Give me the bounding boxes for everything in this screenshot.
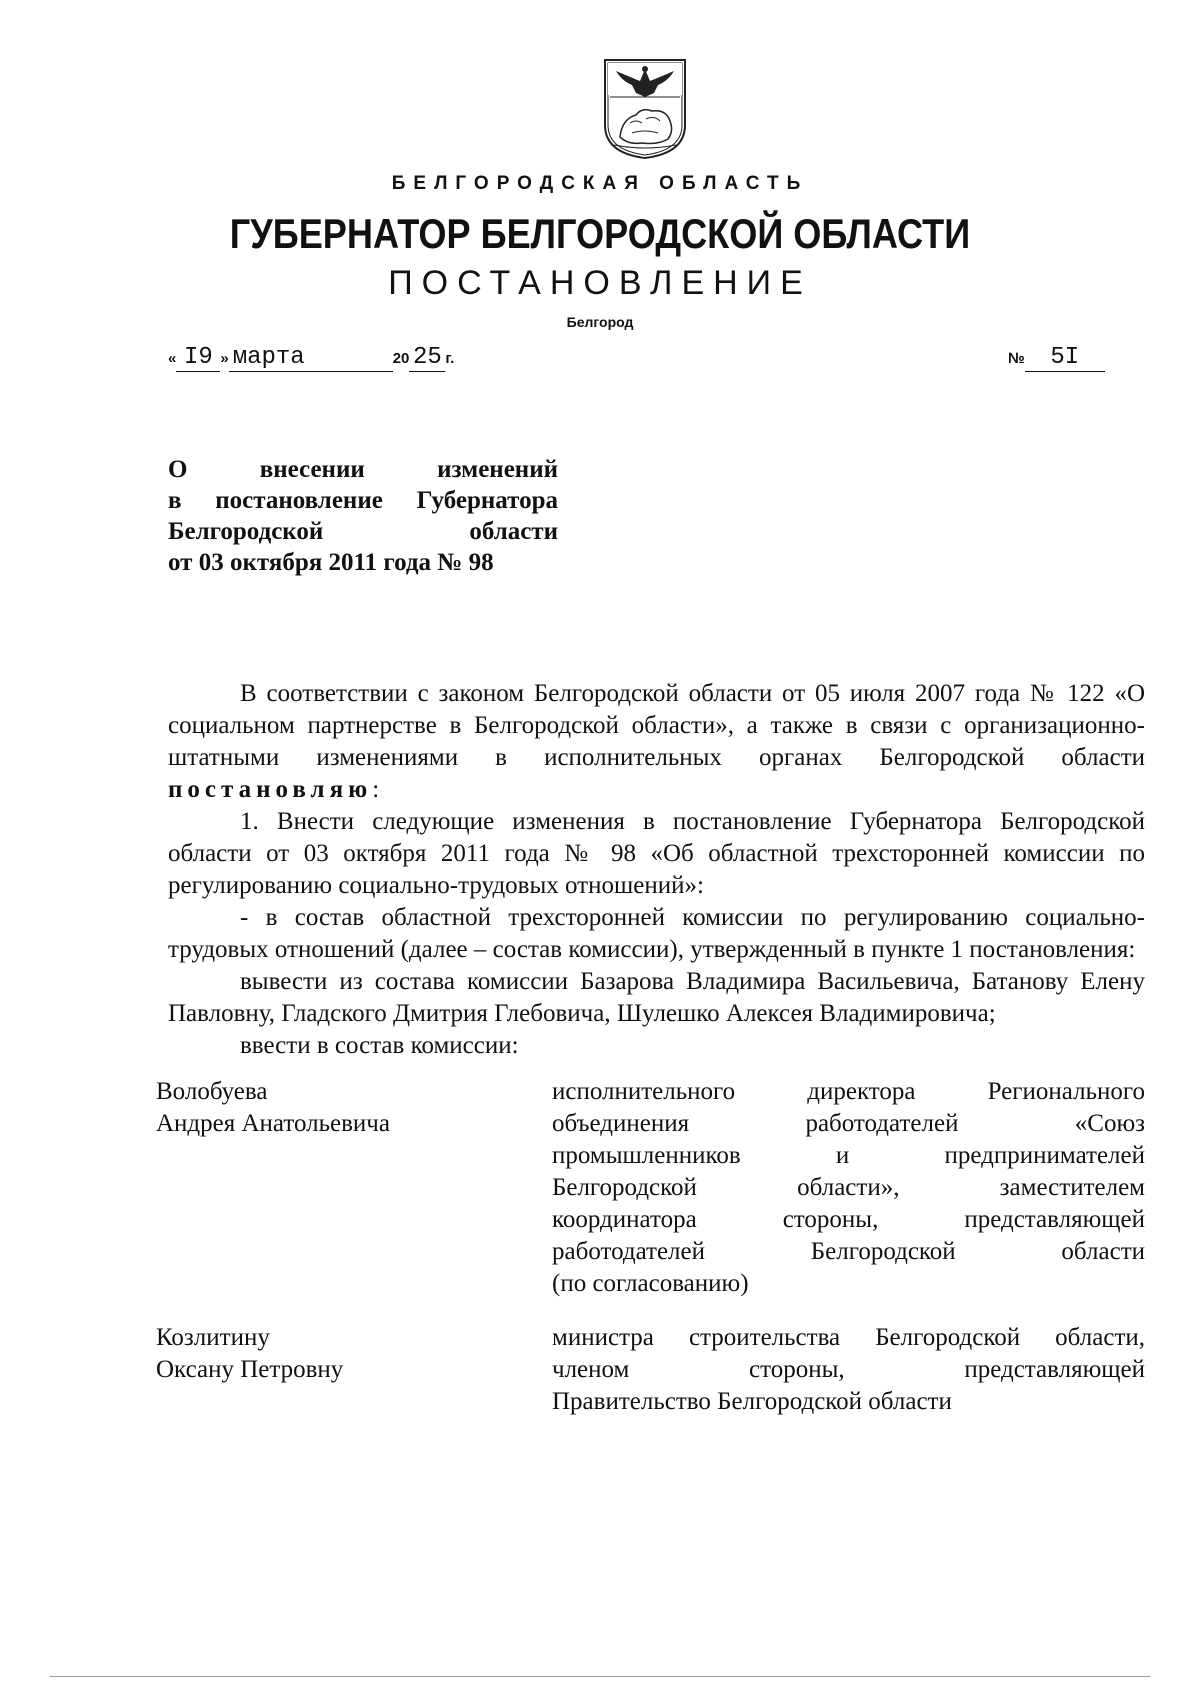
role-line: министра строительства Белгородской области,: [552, 1324, 1145, 1351]
subject-word: Белгородской: [168, 518, 324, 545]
date-day: I9: [176, 344, 220, 372]
member-role: [552, 1076, 1145, 1300]
member-entry: [156, 1322, 1146, 1422]
member-name: [156, 1076, 536, 1140]
date-quote-close: »: [220, 350, 229, 367]
subject-word: изменений: [437, 456, 559, 483]
member-surname: Козлитину: [156, 1324, 270, 1351]
add-members-paragraph: ввести в состав комиссии:: [240, 1032, 519, 1059]
date-year: 25: [409, 344, 445, 372]
date-month: марта: [229, 344, 393, 372]
document-date: [168, 344, 454, 372]
document-type: ПОСТАНОВЛЕНИЕ: [388, 264, 812, 302]
member-surname: Волобуева: [156, 1078, 268, 1105]
subject-line: [168, 454, 558, 485]
preamble-colon: :: [372, 776, 380, 803]
number-value: 5I: [1025, 344, 1105, 372]
page-bottom-rule: [50, 1676, 1150, 1677]
role-line: (по согласованию): [552, 1270, 749, 1297]
preamble-paragraph: [168, 678, 1145, 806]
subject-word: О: [168, 456, 188, 483]
role-line: промышленников и предпринимателей: [552, 1142, 1145, 1169]
role-line: Правительство Белгородской области: [552, 1388, 952, 1415]
document-subject: [168, 454, 558, 578]
decree-verb: постановляю: [168, 776, 373, 803]
governor-title: ГУБЕРНАТОР БЕЛГОРОДСКОЙ ОБЛАСТИ: [229, 210, 971, 257]
subject-line: от 03 октября 2011 года № 98: [168, 549, 494, 576]
region-name: БЕЛГОРОДСКАЯ ОБЛАСТЬ: [391, 173, 809, 194]
date-year-prefix: 20: [392, 350, 410, 367]
subject-line: в постановление Губернатора: [168, 487, 558, 514]
city-name: Белгород: [566, 314, 634, 330]
role-line: координатора стороны, представляющей: [552, 1206, 1145, 1233]
coat-of-arms-icon: [602, 57, 688, 160]
preamble-text: В соответствии с законом Белгородской области от 05 июля 2007 года № 122 «О социальном партнерстве в Белгородской области», а также в связи с организационно-штатными изменениями в исполнительных органах Белгородской области: [168, 680, 1145, 771]
role-line: Белгородской области», заместителем: [552, 1174, 1145, 1201]
role-line: объединения работодателей «Союз: [552, 1110, 1145, 1137]
composition-paragraph: - в состав областной трехсторонней комиссии по регулированию социально-трудовых отношений (далее – состав комиссии), утвержденный в пункте 1 постановления:: [168, 904, 1145, 963]
subject-line: [168, 516, 558, 547]
subject-word: области: [469, 518, 558, 545]
subject-word: внесении: [259, 456, 365, 483]
date-quote-open: «: [168, 350, 177, 367]
remove-members-paragraph: вывести из состава комиссии Базарова Владимира Васильевича, Батанову Елену Павловну, Гладского Дмитрия Глебовича, Шулешко Алексея Владимировича;: [168, 968, 1145, 1027]
member-given-names: Андрея Анатольевича: [156, 1110, 390, 1137]
date-year-label: г.: [445, 350, 455, 367]
document-body: [168, 678, 1145, 1062]
member-role: [552, 1322, 1145, 1418]
role-line: членом стороны, представляющей: [552, 1356, 1145, 1383]
role-line: работодателей Белгородской области: [552, 1238, 1145, 1265]
member-entry: [156, 1076, 1146, 1306]
role-line: исполнительного директора Регионального: [552, 1078, 1145, 1105]
document-number: [1008, 344, 1105, 372]
member-name: [156, 1322, 536, 1386]
item-1-paragraph: 1. Внести следующие изменения в постановление Губернатора Белгородской области от 03 октября 2011 года № 98 «Об областной трехсторонней комиссии по регулированию социально-трудовых отношений»:: [168, 808, 1145, 899]
number-label: №: [1008, 350, 1025, 367]
member-given-names: Оксану Петровну: [156, 1356, 344, 1383]
